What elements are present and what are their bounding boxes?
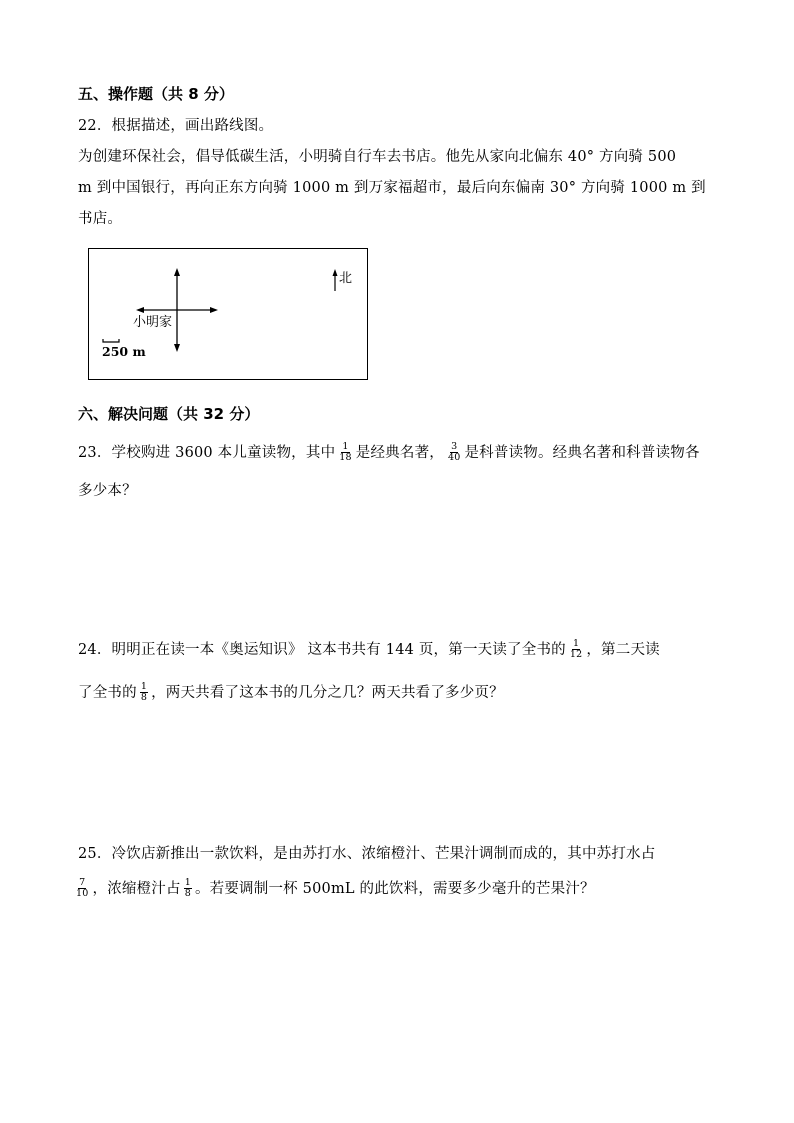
route-diagram-box [88, 248, 368, 380]
fraction-1-8: $\frac{1}{8}$ [140, 680, 148, 703]
route-diagram [89, 249, 369, 381]
scale-bar [103, 339, 119, 342]
question-23-text-c: 是科普读物。经典名著和科普读物各 [464, 445, 700, 461]
west-arrow-head [136, 307, 144, 313]
question-22-line-3: 书店。 [78, 211, 123, 227]
question-23-text-b: 是经典名著， [355, 445, 444, 461]
question-24-text-c: 了全书的 [78, 685, 137, 701]
question-24-line-2 [78, 681, 504, 704]
north-label: 北 [339, 271, 353, 286]
question-25-line-2 [72, 877, 595, 900]
question-25-line-1: 25．冷饮店新推出一款饮料，是由苏打水、浓缩橙汁、芒果汁调制而成的，其中苏打水占 [78, 846, 656, 862]
question-22-line-1: 为创建环保社会，倡导低碳生活，小明骑自行车去书店。他先从家向北偏东 40° 方向骑 500 [78, 149, 677, 165]
east-arrow-head [210, 307, 218, 313]
question-25-text-a: ，浓缩橙汁占 [92, 881, 181, 897]
question-24-line-1 [78, 638, 660, 661]
scale-label: 250 m [102, 344, 146, 359]
fraction-1-18: $\frac{1}{18}$ [339, 440, 352, 463]
north-arrow-head [174, 268, 180, 276]
north-indicator-icon [333, 269, 338, 276]
home-label: 小明家 [133, 315, 173, 330]
question-22-line-2: m 到中国银行，再向正东方向骑 1000 m 到万家福超市，最后向东偏南 30° 方向骑 1000 m 到 [78, 180, 706, 196]
section-6-heading: 六、解决问题（共 32 分） [78, 405, 260, 423]
fraction-7-10: $\frac{7}{10}$ [76, 876, 89, 899]
question-23-text-a: 23．学校购进 3600 本儿童读物，其中 [78, 445, 336, 461]
fraction-3-40: $\frac{3}{40}$ [447, 440, 461, 463]
fraction-1-12: $\frac{1}{12}$ [569, 637, 583, 660]
fraction-1-8-b: $\frac{1}{8}$ [184, 876, 191, 899]
south-arrow-head [174, 344, 180, 352]
question-23-line-1 [78, 441, 700, 464]
question-22-title: 22．根据描述，画出路线图。 [78, 118, 274, 134]
question-24-text-b: ，第二天读 [586, 642, 660, 658]
question-25-text-b: 。若要调制一杯 500mL 的此饮料，需要多少毫升的芒果汁？ [194, 881, 595, 897]
question-24-text-a: 24．明明正在读一本《奥运知识》 这本书共有 144 页，第一天读了全书的 [78, 642, 566, 658]
section-5-heading: 五、操作题（共 8 分） [78, 85, 234, 103]
question-23-line-2: 多少本？ [78, 483, 137, 499]
question-24-text-d: ，两天共看了这本书的几分之几？两天共看了多少页？ [151, 685, 504, 701]
